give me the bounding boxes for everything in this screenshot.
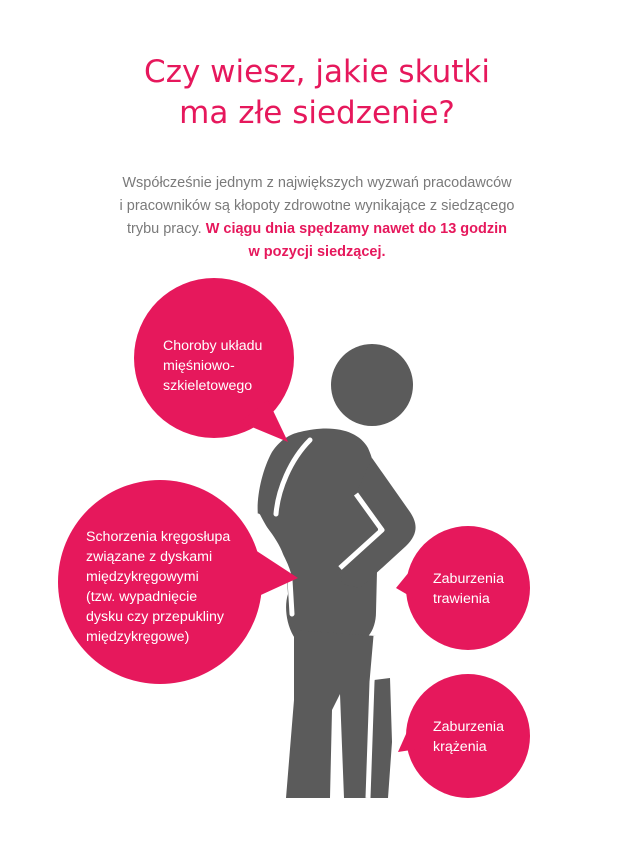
effect-spine-line: związane z dyskami — [86, 549, 213, 565]
title-line-1: Czy wiesz, jakie skutki — [144, 54, 490, 90]
effect-circulation-line: Zaburzenia — [433, 719, 504, 735]
effect-circulation — [433, 717, 504, 757]
effect-spine-line: (tzw. wypadnięcie — [86, 589, 198, 605]
intro-line-3-plain: trybu pracy. — [126, 221, 202, 237]
person-torso — [258, 429, 379, 649]
intro-highlight-2: w pozycji siedzącej. — [248, 244, 386, 260]
intro-line-1: Współcześnie jednym z największych wyzwań pracodawców — [122, 175, 512, 191]
intro-line-2: i pracowników są kłopoty zdrowotne wynikające z siedzącego — [119, 198, 515, 214]
effect-musculoskeletal-line: szkieletowego — [163, 378, 253, 394]
intro-highlight-1: W ciągu dnia spędzamy nawet do 13 godzin — [205, 221, 508, 237]
effect-spine-line: międzykręgowe) — [86, 629, 190, 645]
effect-spine-line: Schorzenia kręgosłupa — [86, 529, 231, 545]
person-head — [331, 344, 413, 426]
title-line-2: ma złe siedzenie? — [179, 95, 455, 131]
effect-digestion-line: trawienia — [433, 591, 490, 607]
effect-digestion — [433, 569, 504, 609]
effect-musculoskeletal-line: mięśniowo- — [163, 358, 235, 374]
effect-spine-line: dysku czy przepukliny — [86, 609, 224, 625]
effect-musculoskeletal-line: Choroby układu — [163, 338, 263, 354]
effect-circulation-line: krążenia — [433, 739, 487, 755]
effect-spine-line: międzykręgowymi — [86, 569, 199, 585]
effect-digestion-line: Zaburzenia — [433, 571, 504, 587]
effect-spine — [86, 527, 230, 647]
effect-musculoskeletal — [163, 336, 262, 396]
